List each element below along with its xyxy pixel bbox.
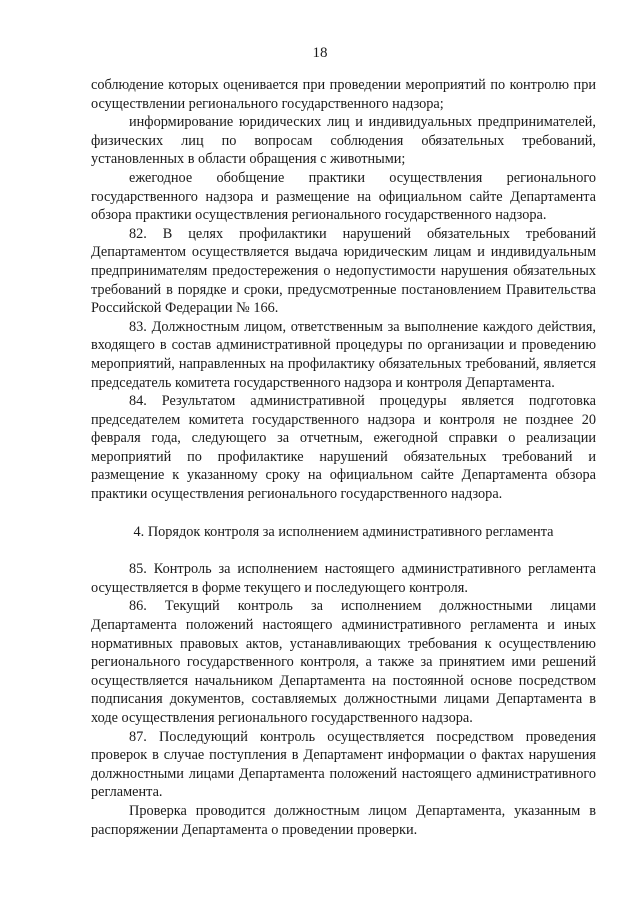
paragraph-82: 82. В целях профилактики нарушений обязательных требований Департаментом осуществляется выдача юридическим лицам и индивидуальным предпринимателям предостережения о недопустимости нарушения обязательных требований в порядке и сроки, предусмотренные постановлением Правительства Российской Федерации № 166. <box>91 225 596 317</box>
paragraph-continuation: соблюдение которых оценивается при проведении мероприятий по контролю при осуществлении регионального государственного надзора; <box>91 77 596 112</box>
paragraph-85: 85. Контроль за исполнением настоящего административного регламента осуществляется в форме текущего и последующего контроля. <box>91 561 596 596</box>
paragraph-informing: информирование юридических лиц и индивидуальных предпринимателей, физических лиц по вопросам соблюдения обязательных требований, установленных в области обращения с животными; <box>91 114 596 168</box>
page-number: 18 <box>312 45 328 61</box>
paragraph-87: 87. Последующий контроль осуществляется посредством проведения проверок в случае поступления в Департамент информации о фактах нарушения должностными лицами Департамента положений настоящего административного регламента. <box>91 728 596 801</box>
section-heading: 4. Порядок контроля за исполнением административного регламента <box>133 523 554 540</box>
paragraph-annual-summary: ежегодное обобщение практики осуществления регионального государственного надзора и размещение на официальном сайте Департамента обзора практики осуществления регионального государственного надзора. <box>91 169 596 224</box>
paragraph-84: 84. Результатом административной процедуры является подготовка председателем комитета государственного надзора и контроля не позднее 20 февраля года, следующего за отчетным, ежегодной справки о реализации мероприятий по профилактике нарушений обязательных требований и размещение к указанному сроку на официальном сайте Департамента обзора практики осуществления регионального государственного надзора. <box>91 393 596 503</box>
paragraph-83: 83. Должностным лицом, ответственным за выполнение каждого действия, входящего в состав административной процедуры по организации и проведению мероприятий, направленных на профилактику обязательных требований, является председатель комитета государственного надзора и контроля Департамента. <box>91 318 596 391</box>
document-body <box>91 76 596 839</box>
paragraph-86: 86. Текущий контроль за исполнением должностными лицами Департамента положений настоящего административного регламента и иных нормативных правовых актов, устанавливающих требования к осуществлению регионального государственного контроля, а также за принятием ими решений осуществляется начальником Департамента на постоянной основе посредством подписания документов, составляемых должностными лицами Департамента в ходе осуществления регионального государственного надзора. <box>91 598 596 726</box>
paragraph-inspection: Проверка проводится должностным лицом Департамента, указанным в распоряжении Департамента о проведении проверки. <box>91 802 596 838</box>
